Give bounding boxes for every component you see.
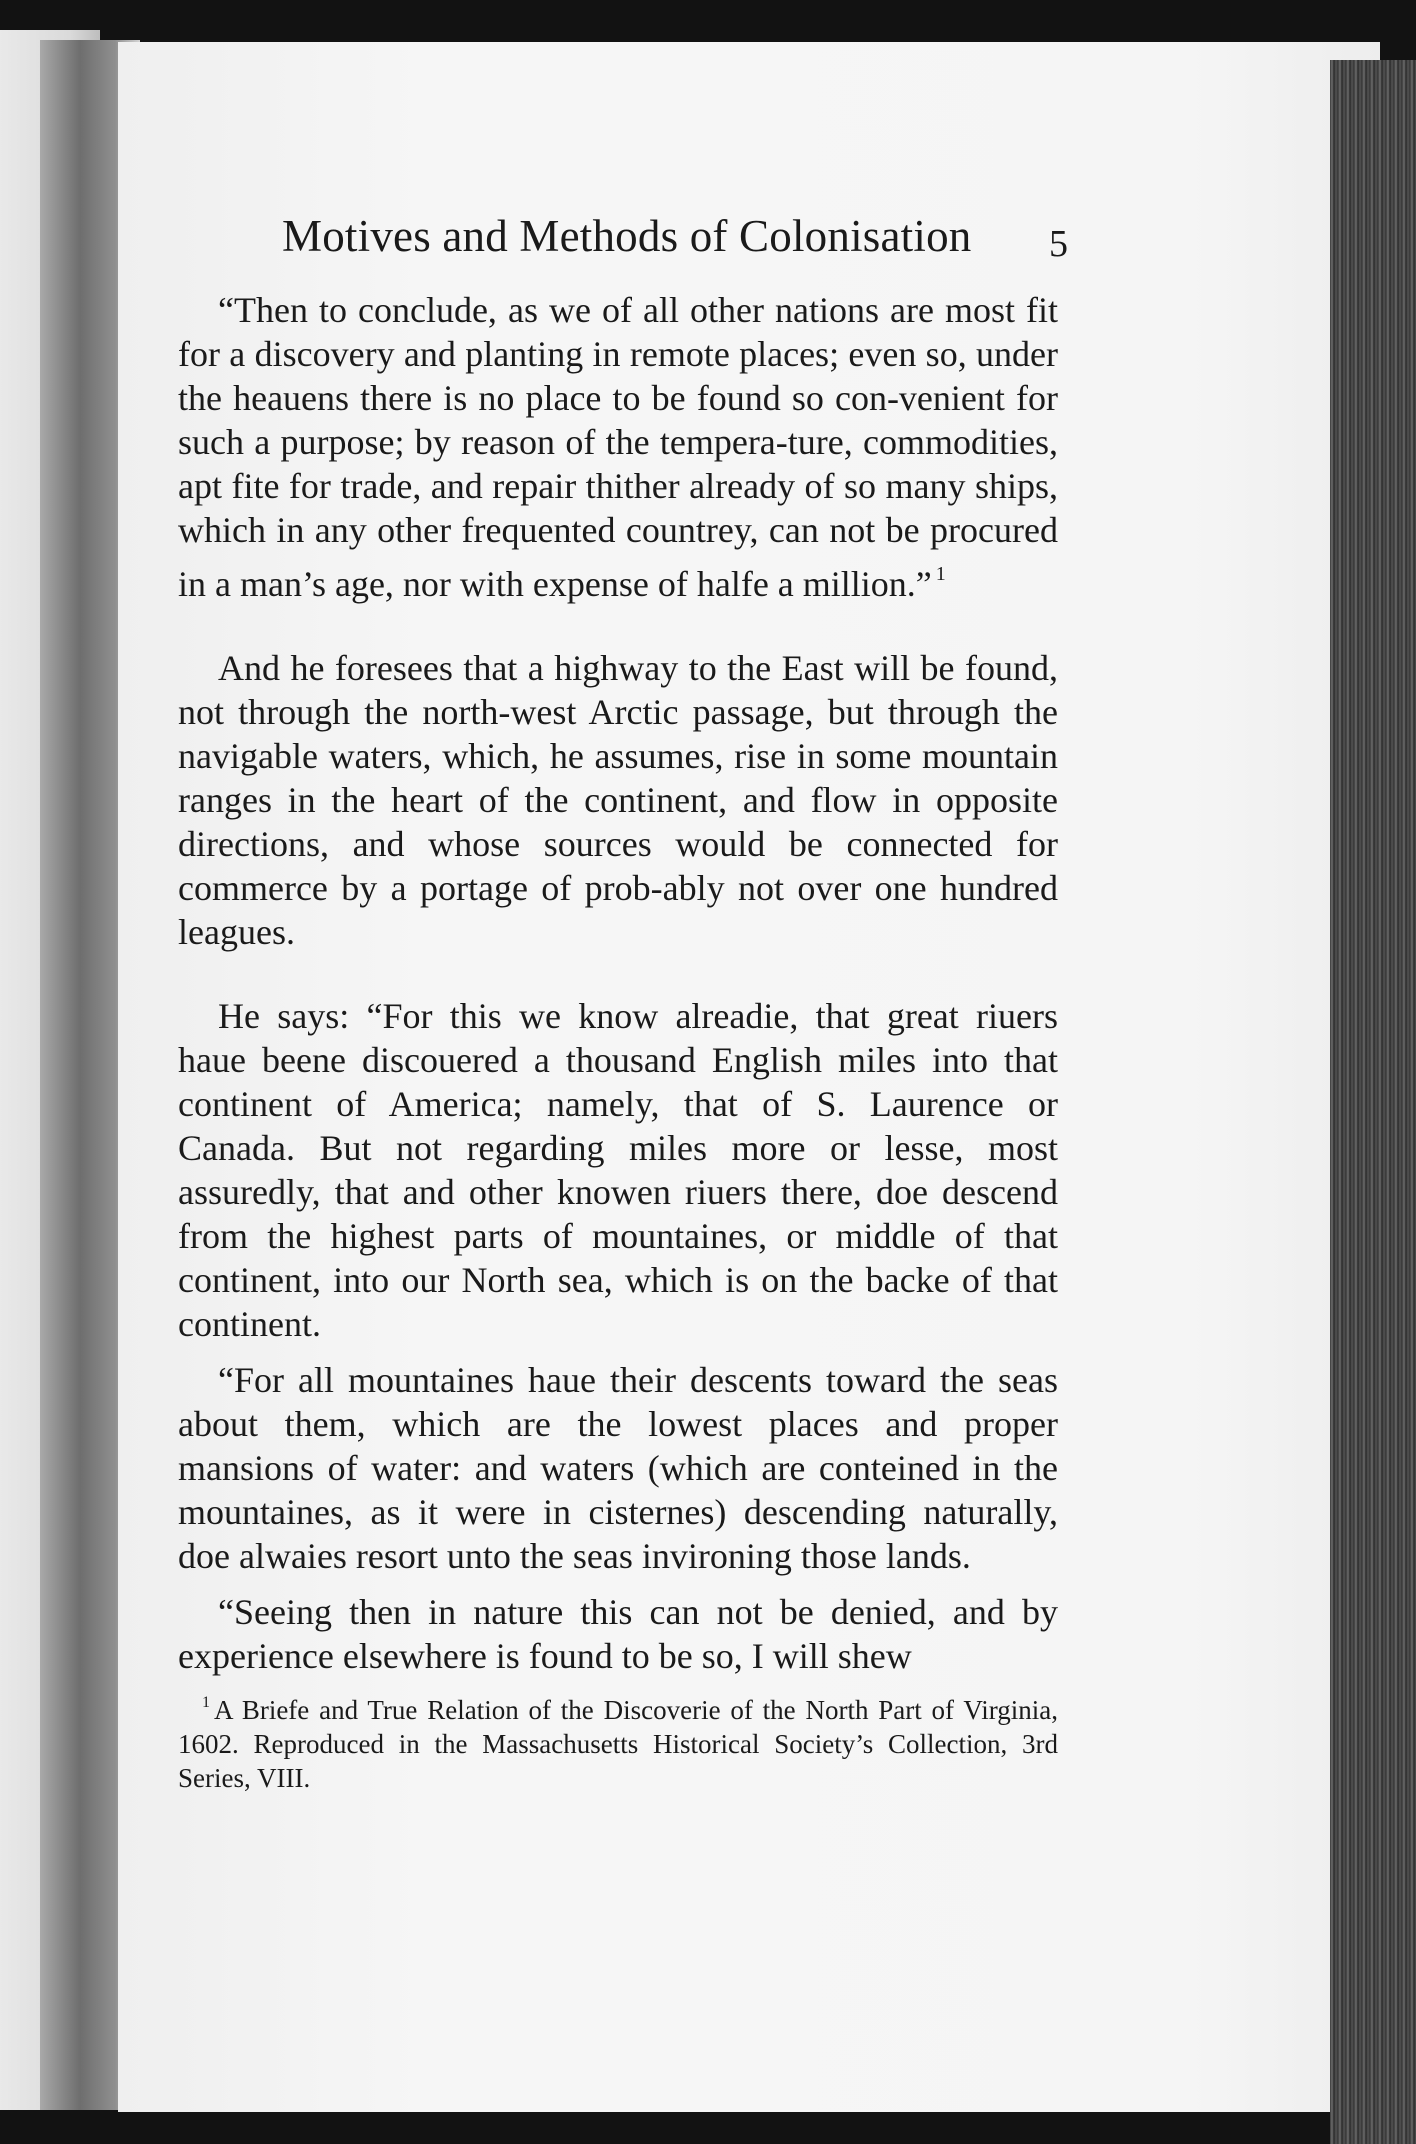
paragraph-text: “Then to conclude, as we of all other nations are most fit for a discovery and planting in remote places; even so, under the heauens there is no place to be found so con-venient for such a purpose; by reason of the tempera-ture, commodities, apt fite for trade, and repair thither already of so many ships, which in any other frequented countrey, can not be procured in a man’s age, nor with expense of halfe a million.” — [178, 290, 1058, 604]
footnote-text: A Briefe and True Relation of the Discoverie of the North Part of Virginia, 1602. Reproduced in the Massachusetts Historical Society’s Collection, 3rd Series, VIII. — [178, 1695, 1058, 1793]
paragraph: “For all mountaines haue their descents toward the seas about them, which are the lowest places and proper mansions of water: and waters (which are conteined in the mountaines, as it were in cisternes) descending naturally, doe alwaies resort unto the seas invironing those lands. — [178, 1360, 1058, 1576]
running-title: Motives and Methods of Colonisation — [282, 211, 972, 261]
footnote-marker: 1 — [202, 1694, 210, 1711]
page-header — [178, 210, 1068, 280]
page-number: 5 — [1049, 223, 1068, 265]
paragraph: He says: “For this we know alreadie, that great riuers haue beene discouered a thousand English miles into that continent of America; namely, that of S. Laurence or Canada. But not regarding miles more or lesse, most assuredly, that and other knowen riuers there, doe descend from the highest parts of mountaines, or middle of that continent, into our North sea, which is on the backe of that continent. — [178, 996, 1058, 1344]
paragraph: “Seeing then in nature this can not be denied, and by experience elsewhere is found to be so, I will shew — [178, 1592, 1058, 1676]
footnote-reference: 1 — [935, 563, 946, 585]
footnote — [178, 1686, 1058, 1795]
paragraph: And he foresees that a highway to the East will be found, not through the north-west Arctic passage, but through the navigable waters, which, he assumes, rise in some mountain ranges in the heart of the continent, and flow in opposite directions, and whose sources would be connected for commerce by a portage of prob-ably not over one hundred leagues. — [178, 648, 1058, 952]
page-stack-edge — [1330, 60, 1416, 2144]
paragraph — [178, 288, 1058, 606]
page-text-block — [178, 210, 1068, 1795]
